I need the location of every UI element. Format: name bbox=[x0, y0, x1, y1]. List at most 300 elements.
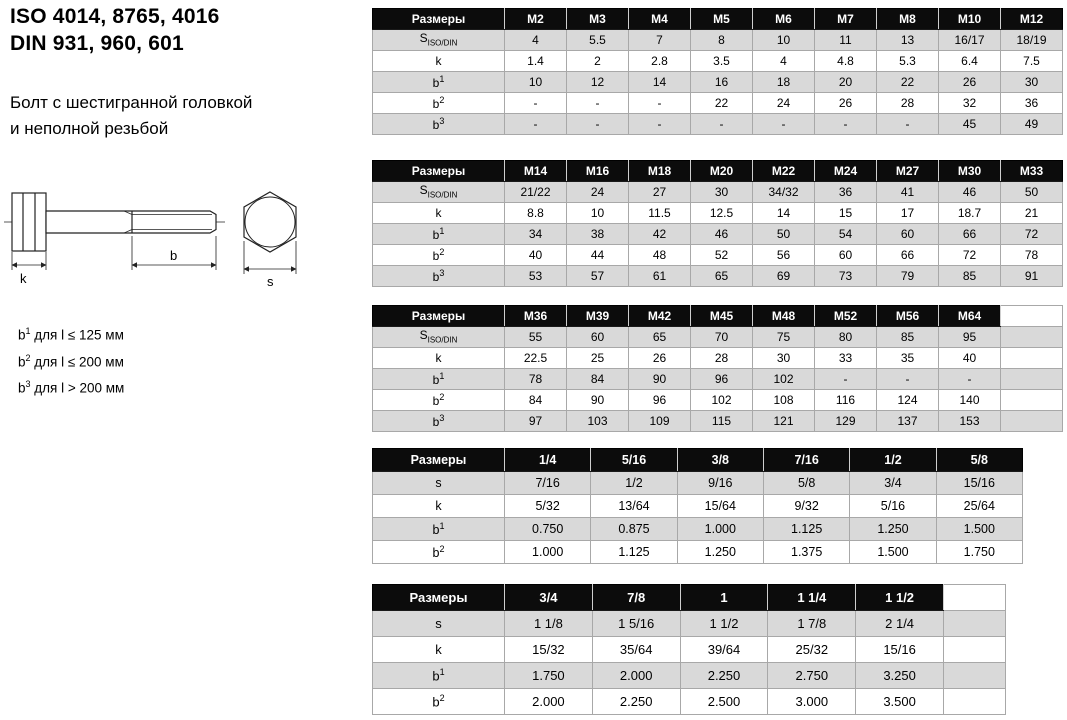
table-row bbox=[373, 93, 1063, 114]
value-cell: 7 bbox=[629, 30, 691, 51]
table-row bbox=[373, 472, 1023, 495]
table-row bbox=[373, 348, 1063, 369]
inscribed-circle bbox=[245, 197, 295, 247]
value-cell: 21 bbox=[1001, 203, 1063, 224]
col-header-M33: M33 bbox=[1001, 161, 1063, 182]
size-header: Размеры bbox=[373, 449, 505, 472]
value-cell: 79 bbox=[877, 266, 939, 287]
col-header-M30: M30 bbox=[939, 161, 1001, 182]
col-header-5-8: 5/8 bbox=[936, 449, 1022, 472]
value-cell: 1.4 bbox=[505, 51, 567, 72]
col-header-1: 1 bbox=[680, 585, 768, 611]
value-cell: 70 bbox=[691, 327, 753, 348]
notes-list bbox=[18, 320, 124, 400]
row-label: $b^3$ bbox=[373, 266, 505, 287]
value-cell: 20 bbox=[815, 72, 877, 93]
value-cell: 15/64 bbox=[677, 495, 763, 518]
col-header-M16: M16 bbox=[567, 161, 629, 182]
col-header-M5: M5 bbox=[691, 9, 753, 30]
value-cell: 2.250 bbox=[592, 689, 680, 715]
col-header-1-4: 1/4 bbox=[505, 449, 591, 472]
col-header-M20: M20 bbox=[691, 161, 753, 182]
table-row bbox=[373, 411, 1063, 432]
value-cell: 52 bbox=[691, 245, 753, 266]
value-cell: 55 bbox=[505, 327, 567, 348]
value-cell: 18/19 bbox=[1001, 30, 1063, 51]
value-cell: 0.750 bbox=[505, 518, 591, 541]
value-cell: 78 bbox=[505, 369, 567, 390]
size-header: Размеры bbox=[373, 306, 505, 327]
value-cell: - bbox=[629, 114, 691, 135]
value-cell: 15 bbox=[815, 203, 877, 224]
value-cell: 60 bbox=[877, 224, 939, 245]
col-header-3-4: 3/4 bbox=[505, 585, 593, 611]
value-cell: 85 bbox=[877, 327, 939, 348]
value-cell: 61 bbox=[629, 266, 691, 287]
row-label: k bbox=[373, 348, 505, 369]
value-cell: 49 bbox=[1001, 114, 1063, 135]
value-cell: 65 bbox=[691, 266, 753, 287]
table-row bbox=[373, 637, 1006, 663]
value-cell: 17 bbox=[877, 203, 939, 224]
bolt-side-view bbox=[4, 193, 228, 251]
value-cell: 8.8 bbox=[505, 203, 567, 224]
value-cell: 38 bbox=[567, 224, 629, 245]
k-dimension-label: k bbox=[20, 271, 27, 286]
value-cell: - bbox=[939, 369, 1001, 390]
value-cell: - bbox=[691, 114, 753, 135]
value-cell: 11 bbox=[815, 30, 877, 51]
value-cell: 0.875 bbox=[591, 518, 677, 541]
row-label: k bbox=[373, 637, 505, 663]
value-cell: 36 bbox=[1001, 93, 1063, 114]
table-row bbox=[373, 663, 1006, 689]
value-cell: 2.8 bbox=[629, 51, 691, 72]
col-header-5-16: 5/16 bbox=[591, 449, 677, 472]
value-cell: 24 bbox=[753, 93, 815, 114]
table-row bbox=[373, 51, 1063, 72]
table-row bbox=[373, 266, 1063, 287]
value-cell: 25/64 bbox=[936, 495, 1022, 518]
value-cell: 13 bbox=[877, 30, 939, 51]
product-description bbox=[10, 90, 252, 142]
value-cell: 103 bbox=[567, 411, 629, 432]
col-header-M36: M36 bbox=[505, 306, 567, 327]
value-cell: 96 bbox=[629, 390, 691, 411]
table-row bbox=[373, 518, 1023, 541]
description-line-1: Болт с шестигранной головкой bbox=[10, 93, 253, 112]
value-cell: 28 bbox=[877, 93, 939, 114]
value-cell: 30 bbox=[691, 182, 753, 203]
value-cell: 1.250 bbox=[850, 518, 936, 541]
empty-cell bbox=[1001, 348, 1063, 369]
value-cell: 27 bbox=[629, 182, 691, 203]
col-header-1-2: 1/2 bbox=[850, 449, 936, 472]
value-cell: 72 bbox=[1001, 224, 1063, 245]
value-cell: 45 bbox=[939, 114, 1001, 135]
value-cell: 57 bbox=[567, 266, 629, 287]
value-cell: 7/16 bbox=[505, 472, 591, 495]
value-cell: 35/64 bbox=[592, 637, 680, 663]
row-label: $b^2$ bbox=[373, 93, 505, 114]
value-cell: 42 bbox=[629, 224, 691, 245]
value-cell: 16 bbox=[691, 72, 753, 93]
value-cell: 13/64 bbox=[591, 495, 677, 518]
value-cell: 34/32 bbox=[753, 182, 815, 203]
value-cell: 1.500 bbox=[850, 541, 936, 564]
value-cell: 56 bbox=[753, 245, 815, 266]
table-row bbox=[373, 72, 1063, 93]
value-cell: 75 bbox=[753, 327, 815, 348]
value-cell: 50 bbox=[753, 224, 815, 245]
col-header-M45: M45 bbox=[691, 306, 753, 327]
s-dimension bbox=[244, 241, 296, 274]
value-cell: 10 bbox=[753, 30, 815, 51]
hex-head-side bbox=[12, 193, 46, 251]
value-cell: 153 bbox=[939, 411, 1001, 432]
table-row bbox=[373, 182, 1063, 203]
value-cell: 73 bbox=[815, 266, 877, 287]
col-header-M52: M52 bbox=[815, 306, 877, 327]
iso-standards-title: ISO 4014, 8765, 4016 bbox=[10, 5, 220, 28]
value-cell: 25 bbox=[567, 348, 629, 369]
value-cell: 9/16 bbox=[677, 472, 763, 495]
row-label: s bbox=[373, 472, 505, 495]
col-header-M64: M64 bbox=[939, 306, 1001, 327]
row-label: $b^1$ bbox=[373, 224, 505, 245]
value-cell: - bbox=[877, 369, 939, 390]
dimension-table-5 bbox=[372, 584, 1006, 715]
row-label: $S_{ISO/DIN}$ bbox=[373, 30, 505, 51]
col-header-M8: M8 bbox=[877, 9, 939, 30]
col-header-M27: M27 bbox=[877, 161, 939, 182]
value-cell: - bbox=[505, 93, 567, 114]
value-cell: 1 5/16 bbox=[592, 611, 680, 637]
value-cell: 66 bbox=[939, 224, 1001, 245]
value-cell: 1.000 bbox=[677, 518, 763, 541]
value-cell: 30 bbox=[1001, 72, 1063, 93]
note-b3: $b^3$ для l > 200 мм bbox=[18, 379, 125, 396]
value-cell: 78 bbox=[1001, 245, 1063, 266]
value-cell: 116 bbox=[815, 390, 877, 411]
value-cell: 2 1/4 bbox=[856, 611, 944, 637]
value-cell: 22.5 bbox=[505, 348, 567, 369]
note-b2: $b^2$ для l ≤ 200 мм bbox=[18, 352, 124, 369]
col-header-3-8: 3/8 bbox=[677, 449, 763, 472]
row-label: $S_{ISO/DIN}$ bbox=[373, 182, 505, 203]
value-cell: - bbox=[567, 114, 629, 135]
col-header-M22: M22 bbox=[753, 161, 815, 182]
value-cell: 50 bbox=[1001, 182, 1063, 203]
value-cell: 28 bbox=[691, 348, 753, 369]
value-cell: 14 bbox=[753, 203, 815, 224]
col-header-1-1-2: 1 1/2 bbox=[856, 585, 944, 611]
col-header-M2: M2 bbox=[505, 9, 567, 30]
value-cell: 4 bbox=[753, 51, 815, 72]
table-row bbox=[373, 495, 1023, 518]
note-b1: $b^1$ для l ≤ 125 мм bbox=[18, 326, 124, 343]
k-dimension bbox=[12, 252, 46, 270]
row-label: k bbox=[373, 495, 505, 518]
value-cell: 46 bbox=[939, 182, 1001, 203]
value-cell: 18 bbox=[753, 72, 815, 93]
bolt-end-view bbox=[244, 192, 296, 252]
row-label: $b^3$ bbox=[373, 114, 505, 135]
empty-header-cell bbox=[1001, 306, 1063, 327]
value-cell: 97 bbox=[505, 411, 567, 432]
tables-container bbox=[372, 0, 1067, 715]
value-cell: 5.5 bbox=[567, 30, 629, 51]
value-cell: - bbox=[567, 93, 629, 114]
table-row bbox=[373, 203, 1063, 224]
value-cell: 44 bbox=[567, 245, 629, 266]
value-cell: 30 bbox=[753, 348, 815, 369]
dimension-table-4 bbox=[372, 448, 1023, 564]
table-row bbox=[373, 611, 1006, 637]
col-header-M6: M6 bbox=[753, 9, 815, 30]
value-cell: 2 bbox=[567, 51, 629, 72]
value-cell: - bbox=[815, 369, 877, 390]
value-cell: 25/32 bbox=[768, 637, 856, 663]
s-dimension-label: s bbox=[267, 274, 274, 289]
row-label: $b^1$ bbox=[373, 663, 505, 689]
value-cell: 85 bbox=[939, 266, 1001, 287]
value-cell: - bbox=[629, 93, 691, 114]
dimension-table-2 bbox=[372, 160, 1063, 287]
table-row bbox=[373, 689, 1006, 715]
dimension-table-1 bbox=[372, 8, 1063, 135]
value-cell: 8 bbox=[691, 30, 753, 51]
value-cell: 69 bbox=[753, 266, 815, 287]
value-cell: 90 bbox=[629, 369, 691, 390]
table-row bbox=[373, 369, 1063, 390]
value-cell: 1 7/8 bbox=[768, 611, 856, 637]
value-cell: 102 bbox=[753, 369, 815, 390]
value-cell: 90 bbox=[567, 390, 629, 411]
table-row bbox=[373, 390, 1063, 411]
value-cell: 18.7 bbox=[939, 203, 1001, 224]
value-cell: 2.000 bbox=[592, 663, 680, 689]
value-cell: - bbox=[753, 114, 815, 135]
value-cell: 26 bbox=[939, 72, 1001, 93]
empty-cell bbox=[1001, 390, 1063, 411]
col-header-M56: M56 bbox=[877, 306, 939, 327]
value-cell: 1 1/2 bbox=[680, 611, 768, 637]
value-cell: 5/8 bbox=[763, 472, 849, 495]
value-cell: 16/17 bbox=[939, 30, 1001, 51]
col-header-M24: M24 bbox=[815, 161, 877, 182]
value-cell: 84 bbox=[505, 390, 567, 411]
value-cell: 137 bbox=[877, 411, 939, 432]
empty-header-cell bbox=[943, 585, 1005, 611]
size-header: Размеры bbox=[373, 9, 505, 30]
col-header-M7: M7 bbox=[815, 9, 877, 30]
value-cell: 102 bbox=[691, 390, 753, 411]
value-cell: 11.5 bbox=[629, 203, 691, 224]
value-cell: 54 bbox=[815, 224, 877, 245]
value-cell: 124 bbox=[877, 390, 939, 411]
value-cell: 46 bbox=[691, 224, 753, 245]
row-label: $S_{ISO/DIN}$ bbox=[373, 327, 505, 348]
value-cell: 2.750 bbox=[768, 663, 856, 689]
value-cell: 3.5 bbox=[691, 51, 753, 72]
value-cell: 21/22 bbox=[505, 182, 567, 203]
bolt-technical-drawing bbox=[4, 186, 349, 298]
size-header: Размеры bbox=[373, 585, 505, 611]
value-cell: 34 bbox=[505, 224, 567, 245]
value-cell: 24 bbox=[567, 182, 629, 203]
col-header-1-1-4: 1 1/4 bbox=[768, 585, 856, 611]
row-label: $b^2$ bbox=[373, 689, 505, 715]
value-cell: 40 bbox=[939, 348, 1001, 369]
value-cell: 15/16 bbox=[856, 637, 944, 663]
hex-head-outline bbox=[244, 192, 296, 252]
empty-cell bbox=[943, 663, 1005, 689]
value-cell: 5/16 bbox=[850, 495, 936, 518]
value-cell: 1.750 bbox=[505, 663, 593, 689]
value-cell: 26 bbox=[815, 93, 877, 114]
value-cell: 1.375 bbox=[763, 541, 849, 564]
description-line-2: и неполной резьбой bbox=[10, 119, 169, 138]
row-label: $b^1$ bbox=[373, 369, 505, 390]
empty-cell bbox=[1001, 411, 1063, 432]
col-header-M18: M18 bbox=[629, 161, 691, 182]
value-cell: 1/2 bbox=[591, 472, 677, 495]
value-cell: 35 bbox=[877, 348, 939, 369]
value-cell: 36 bbox=[815, 182, 877, 203]
table-row bbox=[373, 541, 1023, 564]
value-cell: 7.5 bbox=[1001, 51, 1063, 72]
value-cell: 1.500 bbox=[936, 518, 1022, 541]
empty-cell bbox=[1001, 369, 1063, 390]
value-cell: 22 bbox=[877, 72, 939, 93]
col-header-7-16: 7/16 bbox=[763, 449, 849, 472]
value-cell: 1.250 bbox=[677, 541, 763, 564]
row-label: k bbox=[373, 203, 505, 224]
col-header-7-8: 7/8 bbox=[592, 585, 680, 611]
value-cell: 4.8 bbox=[815, 51, 877, 72]
value-cell: - bbox=[877, 114, 939, 135]
value-cell: 2.250 bbox=[680, 663, 768, 689]
value-cell: 6.4 bbox=[939, 51, 1001, 72]
value-cell: 22 bbox=[691, 93, 753, 114]
value-cell: 91 bbox=[1001, 266, 1063, 287]
col-header-M12: M12 bbox=[1001, 9, 1063, 30]
col-header-M10: M10 bbox=[939, 9, 1001, 30]
value-cell: 66 bbox=[877, 245, 939, 266]
value-cell: 15/32 bbox=[505, 637, 593, 663]
col-header-M3: M3 bbox=[567, 9, 629, 30]
b-dimension-label: b bbox=[170, 248, 178, 263]
value-cell: 1.000 bbox=[505, 541, 591, 564]
value-cell: 60 bbox=[815, 245, 877, 266]
din-standards-title: DIN 931, 960, 601 bbox=[10, 32, 184, 55]
value-cell: 3.500 bbox=[856, 689, 944, 715]
table-row bbox=[373, 327, 1063, 348]
empty-cell bbox=[1001, 327, 1063, 348]
value-cell: 40 bbox=[505, 245, 567, 266]
value-cell: 3.000 bbox=[768, 689, 856, 715]
value-cell: 10 bbox=[567, 203, 629, 224]
row-label: $b^1$ bbox=[373, 518, 505, 541]
value-cell: - bbox=[815, 114, 877, 135]
value-cell: 32 bbox=[939, 93, 1001, 114]
value-cell: 15/16 bbox=[936, 472, 1022, 495]
row-label: $b^2$ bbox=[373, 541, 505, 564]
value-cell: 1.125 bbox=[763, 518, 849, 541]
value-cell: 2.000 bbox=[505, 689, 593, 715]
value-cell: 12 bbox=[567, 72, 629, 93]
value-cell: 65 bbox=[629, 327, 691, 348]
value-cell: 5.3 bbox=[877, 51, 939, 72]
row-label: s bbox=[373, 611, 505, 637]
size-header: Размеры bbox=[373, 161, 505, 182]
empty-cell bbox=[943, 637, 1005, 663]
value-cell: 1.750 bbox=[936, 541, 1022, 564]
table-row bbox=[373, 245, 1063, 266]
value-cell: - bbox=[505, 114, 567, 135]
table-row bbox=[373, 224, 1063, 245]
col-header-M42: M42 bbox=[629, 306, 691, 327]
value-cell: 12.5 bbox=[691, 203, 753, 224]
value-cell: 121 bbox=[753, 411, 815, 432]
value-cell: 95 bbox=[939, 327, 1001, 348]
value-cell: 80 bbox=[815, 327, 877, 348]
col-header-M48: M48 bbox=[753, 306, 815, 327]
value-cell: 108 bbox=[753, 390, 815, 411]
row-label: $b^2$ bbox=[373, 390, 505, 411]
value-cell: 33 bbox=[815, 348, 877, 369]
value-cell: 140 bbox=[939, 390, 1001, 411]
dimension-table-3 bbox=[372, 305, 1063, 432]
value-cell: 96 bbox=[691, 369, 753, 390]
value-cell: 72 bbox=[939, 245, 1001, 266]
value-cell: 1.125 bbox=[591, 541, 677, 564]
value-cell: 41 bbox=[877, 182, 939, 203]
value-cell: 53 bbox=[505, 266, 567, 287]
col-header-M4: M4 bbox=[629, 9, 691, 30]
value-cell: 48 bbox=[629, 245, 691, 266]
value-cell: 14 bbox=[629, 72, 691, 93]
col-header-M39: M39 bbox=[567, 306, 629, 327]
value-cell: 3/4 bbox=[850, 472, 936, 495]
value-cell: 84 bbox=[567, 369, 629, 390]
value-cell: 60 bbox=[567, 327, 629, 348]
value-cell: 39/64 bbox=[680, 637, 768, 663]
row-label: $b^3$ bbox=[373, 411, 505, 432]
table-row bbox=[373, 30, 1063, 51]
value-cell: 129 bbox=[815, 411, 877, 432]
row-label: k bbox=[373, 51, 505, 72]
empty-cell bbox=[943, 611, 1005, 637]
value-cell: 1 1/8 bbox=[505, 611, 593, 637]
row-label: $b^1$ bbox=[373, 72, 505, 93]
value-cell: 10 bbox=[505, 72, 567, 93]
value-cell: 2.500 bbox=[680, 689, 768, 715]
info-panel bbox=[0, 0, 372, 720]
value-cell: 4 bbox=[505, 30, 567, 51]
value-cell: 109 bbox=[629, 411, 691, 432]
row-label: $b^2$ bbox=[373, 245, 505, 266]
value-cell: 26 bbox=[629, 348, 691, 369]
table-row bbox=[373, 114, 1063, 135]
value-cell: 3.250 bbox=[856, 663, 944, 689]
col-header-M14: M14 bbox=[505, 161, 567, 182]
empty-cell bbox=[943, 689, 1005, 715]
value-cell: 9/32 bbox=[763, 495, 849, 518]
value-cell: 5/32 bbox=[505, 495, 591, 518]
value-cell: 115 bbox=[691, 411, 753, 432]
